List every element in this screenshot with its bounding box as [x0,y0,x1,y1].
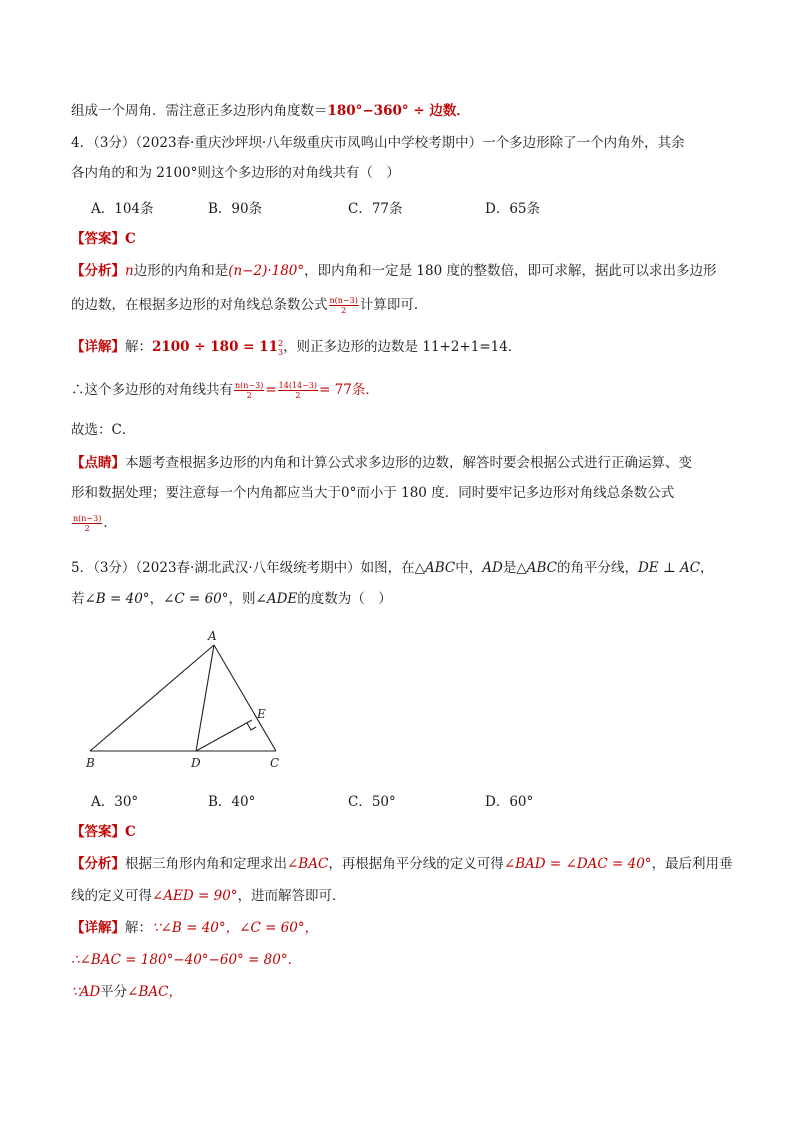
q4-analysis-line1: 【分析】n边形的内角和是(n−2)·180°，即内角和一定是 180 度的整数倍，即可求解，据此可以求出多边形 [71,263,717,279]
q5-option-b: B．40° [208,794,256,810]
q4-stem-line2: 各内角的和为 2100°则这个多边形的对角线共有（ ） [71,165,400,181]
segment-ab [90,645,214,751]
q4-analysis-line2: 的边数，在根据多边形的对角线总条数公式 $\frac{n(n-3)}{2}$ 计算即可． [71,296,428,315]
q5-detail-line3: ∵AD平分∠BAC， [71,984,182,1000]
q4-answer [71,229,136,249]
q4-choose: 故选：C． [71,422,136,438]
q4-comment-line3: $\frac{n(n-3)}{2}$ ． [73,514,117,533]
q5-analysis-line2: 线的定义可得∠AED = 90°，进而解答即可． [71,888,346,904]
diagonal-formula-fraction: $\frac{n(n-3)}{2}$ [329,296,358,315]
analysis-tag: 【分析】 [71,263,125,279]
segment-ac [214,645,276,751]
continuation-text: 组成一个周角．需注意正多边形内角度数＝ [71,103,328,119]
q4-detail-line1: 【详解】解：2100 ÷ 180 = 11 2 3 ，则正多边形的边数是 11+2+1=14． [71,338,522,357]
triangle-figure [80,625,290,775]
q5-option-c: C．50° [348,794,396,810]
q4-detail-line2: ∴这个多边形的对角线共有 $\frac{n(n-3)}{2}$ = $\frac{14(14-3)}{2}$ = 77条． [71,381,379,400]
mixed-fraction: 2 3 [277,338,284,357]
q4-option-a: A．104条 [91,201,154,217]
q4-comment-line1: 【点睛】本题考查根据多边形的内角和计算公式求多边形的边数，解答时要会根据公式进行正确运算、变 [71,455,692,471]
continuation-formula: 180°−360° ÷ 边数． [327,103,470,119]
q4-option-d: D．65条 [485,201,541,217]
q5-option-d: D．60° [485,794,534,810]
detail-tag: 【详解】 [71,339,125,355]
answer-tag: 【答案】 [71,231,125,247]
q5-option-a: A．30° [91,794,139,810]
label-e: E [257,707,266,721]
q5-stem-line1: 5．（3分）（2023春·湖北武汉·八年级统考期中）如图，在△ABC中，AD是△ABC的角平分线，DE ⊥ AC， [71,560,714,576]
q5-answer: 【答案】C [71,824,136,840]
segment-de [196,720,252,751]
comment-tag: 【点睛】 [71,455,125,471]
q4-option-c: C．77条 [348,201,403,217]
label-d: D [191,756,201,770]
q5-stem-line2: 若∠B = 40°，∠C = 60°，则∠ADE的度数为（ ） [71,591,392,607]
q5-detail-line2: ∴∠BAC = 180°−40°−60° = 80°. [71,952,292,968]
segment-ad [196,645,214,751]
label-a: A [208,629,217,643]
q4-stem-line1: 4．（3分）（2023春·重庆沙坪坝·八年级重庆市凤鸣山中学校考期中）一个多边形除了一个内角外，其余 [71,135,685,151]
q4-option-b: B．90条 [208,201,263,217]
q5-detail-line1: 【详解】解：∵∠B = 40°，∠C = 60°， [71,920,319,936]
continuation-line [71,101,470,121]
label-b: B [86,756,95,770]
label-c: C [270,756,280,770]
q5-analysis-line1: 【分析】根据三角形内角和定理求出∠BAC，再根据角平分线的定义可得∠BAD = ∠DAC = 40°，最后利用垂 [71,856,733,872]
right-angle-mark [247,723,256,730]
answer-value: C [125,231,136,247]
q4-comment-line2: 形和数据处理；要注意每一个内角都应当大于0°而小于 180 度．同时要牢记多边形对角线总条数公式 [71,485,675,501]
